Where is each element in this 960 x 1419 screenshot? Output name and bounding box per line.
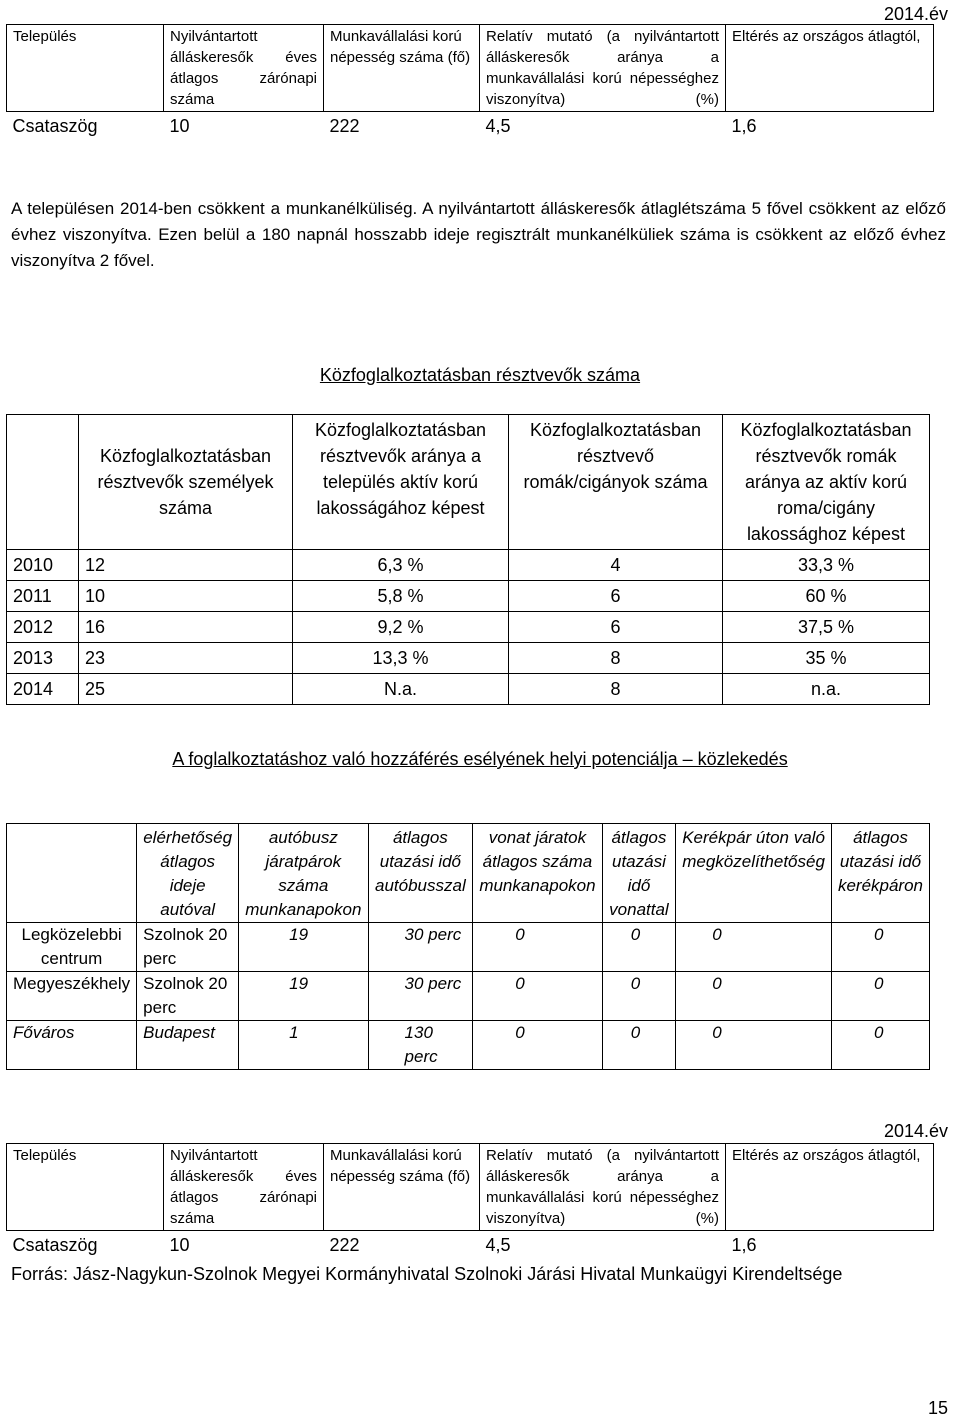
table-cell: 4,5 [485, 1235, 511, 1255]
table-cell: 30 perc [368, 972, 473, 1021]
table-cell: Csataszög [12, 1235, 98, 1255]
table-header-row [7, 1144, 934, 1231]
table-row [7, 112, 934, 141]
header-cell [7, 824, 137, 923]
table-cell: Budapest [137, 1021, 239, 1070]
header-cell: Település [7, 25, 164, 112]
table-cell: 0 [473, 972, 602, 1021]
table-cell: 0 [676, 1021, 832, 1070]
unemployment-table-repeat [6, 1143, 934, 1259]
table-row [7, 923, 930, 972]
table-cell: 4 [509, 550, 723, 581]
table-cell: Főváros [7, 1021, 137, 1070]
unemployment-paragraph: A településen 2014-ben csökkent a munkanélküliség. A nyilvántartott álláskeresők átlaglétszáma 5 fővel csökkent az előző évhez viszonyítva. Ezen belül a 180 napnál hosszabb ideje regisztrált munkanélküliek száma is csökkent az előző évhez viszonyítva 2 fővel. [11, 199, 946, 270]
table-row [7, 1231, 934, 1260]
table-cell: 0 [831, 1021, 929, 1070]
table-cell: 6,3 % [293, 550, 509, 581]
table-cell: 1,6 [731, 116, 757, 136]
public-work-table [6, 414, 930, 705]
table-cell: 0 [602, 923, 676, 972]
header-cell: Nyilvántartott álláskeresők éves átlagos zárónapi száma [164, 1144, 324, 1231]
table-row [7, 674, 930, 705]
table-row [7, 1021, 930, 1070]
header-cell: Közfoglalkoztatásban résztvevő romák/cigányok száma [509, 415, 723, 550]
transport-title: A foglalkoztatáshoz való hozzáférés esélyének helyi potenciálja – közlekedés [172, 749, 788, 769]
table-cell: Legközelebbi centrum [7, 923, 137, 972]
table-cell: 2010 [7, 550, 79, 581]
header-cell: átlagos utazási idő vonattal [602, 824, 676, 923]
table-cell: Szolnok 20 perc [137, 972, 239, 1021]
table-cell: n.a. [723, 674, 930, 705]
table-cell: 2011 [7, 581, 79, 612]
table-cell: 2014 [7, 674, 79, 705]
table-cell: 25 [79, 674, 293, 705]
table-cell: 0 [473, 923, 602, 972]
table-cell: 33,3 % [723, 550, 930, 581]
source-note: Forrás: Jász-Nagykun-Szolnok Megyei Kormányhivatal Szolnoki Járási Hivatal Munkaügyi Kirendeltsége [11, 1264, 843, 1284]
header-cell: Eltérés az országos átlagtól, [726, 25, 934, 112]
header-cell: Település [7, 1144, 164, 1231]
table-row [7, 550, 930, 581]
table-header-row [7, 415, 930, 550]
table-cell: 0 [602, 972, 676, 1021]
table-cell: 8 [509, 643, 723, 674]
table-cell: 19 [239, 972, 368, 1021]
header-cell: Munkavállalási korú népesség száma (fő) [324, 25, 480, 112]
table-header-row [7, 25, 934, 112]
header-cell: Kerékpár úton való megközelíthetőség [676, 824, 832, 923]
table-cell: 222 [329, 1235, 360, 1255]
year-label: 2014.év [883, 4, 948, 24]
header-cell [7, 415, 79, 550]
table-cell: 12 [79, 550, 293, 581]
table-cell: Szolnok 20 perc [137, 923, 239, 972]
header-cell: Eltérés az országos átlagtól, [726, 1144, 934, 1231]
header-cell: Munkavállalási korú népesség száma (fő) [324, 1144, 480, 1231]
table-cell: 60 % [723, 581, 930, 612]
table-cell: 0 [676, 972, 832, 1021]
header-cell: Közfoglalkoztatásban résztvevők aránya a település aktív korú lakosságához képest [293, 415, 509, 550]
header-cell: autóbusz járatpárok száma munkanapokon [239, 824, 368, 923]
header-cell: átlagos utazási idő kerékpáron [831, 824, 929, 923]
table-cell: 35 % [723, 643, 930, 674]
table-cell: 1 [239, 1021, 368, 1070]
transport-table [6, 823, 930, 1070]
table-cell: 2012 [7, 612, 79, 643]
table-cell: 2013 [7, 643, 79, 674]
header-cell: Relatív mutató (a nyilvántartott álláskeresők aránya a munkavállalási korú népességhez viszonyítva) (%) [480, 25, 726, 112]
table-cell: 4,5 [485, 116, 511, 136]
table-cell: 13,3 % [293, 643, 509, 674]
header-cell: Relatív mutató (a nyilvántartott álláskeresők aránya a munkavállalási korú népességhez viszonyítva) (%) [480, 1144, 726, 1231]
table-cell: 0 [831, 923, 929, 972]
page-number: 15 [927, 1398, 948, 1418]
table-cell: 9,2 % [293, 612, 509, 643]
header-cell: Közfoglalkoztatásban résztvevők romák aránya az aktív korú roma/cigány lakossághoz képest [723, 415, 930, 550]
table-cell: N.a. [293, 674, 509, 705]
table-cell: 16 [79, 612, 293, 643]
header-cell: Közfoglalkoztatásban résztvevők személyek száma [79, 415, 293, 550]
table-cell: 19 [239, 923, 368, 972]
year-label: 2014.év [883, 1121, 948, 1141]
table-cell: 0 [676, 923, 832, 972]
table-cell: 23 [79, 643, 293, 674]
table-row [7, 972, 930, 1021]
table-cell: 30 perc [368, 923, 473, 972]
table-cell: Megyeszékhely [7, 972, 137, 1021]
table-row [7, 581, 930, 612]
table-cell: 37,5 % [723, 612, 930, 643]
table-cell: 0 [473, 1021, 602, 1070]
table-cell: Csataszög [12, 116, 98, 136]
table-cell: 10 [79, 581, 293, 612]
table-cell: 6 [509, 612, 723, 643]
table-cell: 1,6 [731, 1235, 757, 1255]
table-cell: 130 perc [368, 1021, 473, 1070]
table-cell: 5,8 % [293, 581, 509, 612]
table-cell: 10 [169, 116, 190, 136]
table-row [7, 612, 930, 643]
table-cell: 0 [831, 972, 929, 1021]
table-header-row [7, 824, 930, 923]
table-cell: 6 [509, 581, 723, 612]
header-cell: vonat járatok átlagos száma munkanapokon [473, 824, 602, 923]
table-cell: 222 [329, 116, 360, 136]
table-row [7, 643, 930, 674]
unemployment-table [6, 24, 934, 140]
public-work-title: Közfoglalkoztatásban résztvevők száma [319, 365, 641, 385]
header-cell: Nyilvántartott álláskeresők éves átlagos zárónapi száma [164, 25, 324, 112]
header-cell: átlagos utazási idő autóbusszal [368, 824, 473, 923]
table-cell: 10 [169, 1235, 190, 1255]
header-cell: elérhetőség átlagos ideje autóval [137, 824, 239, 923]
table-cell: 8 [509, 674, 723, 705]
table-cell: 0 [602, 1021, 676, 1070]
